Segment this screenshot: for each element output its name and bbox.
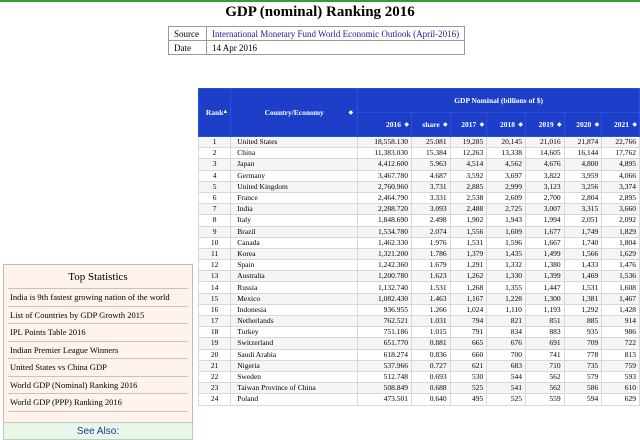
rank-cell: 5 bbox=[199, 181, 231, 192]
table-row bbox=[199, 282, 640, 293]
gdp-2016-cell: 512.748 bbox=[358, 371, 412, 382]
stats-link-gdp-ppp-2016[interactable]: World GDP (PPP) Ranking 2016 bbox=[8, 394, 188, 412]
gdp-2021-cell: 1,804 bbox=[602, 237, 640, 248]
share-cell: 0.693 bbox=[411, 371, 450, 382]
top-statistics-list bbox=[8, 288, 188, 412]
country-cell: Nigeria bbox=[231, 360, 358, 371]
share-cell: 3.731 bbox=[411, 181, 450, 192]
gdp-2019-cell: 1,399 bbox=[525, 271, 564, 282]
table-row bbox=[199, 293, 640, 304]
gdp-2018-cell: 1,596 bbox=[487, 237, 526, 248]
gdp-2016-cell: 936.955 bbox=[358, 304, 412, 315]
gdp-2016-cell: 1,462.330 bbox=[358, 237, 412, 248]
country-cell: Turkey bbox=[231, 327, 358, 338]
country-cell: Korea bbox=[231, 248, 358, 259]
gdp-2017-cell: 621 bbox=[450, 360, 487, 371]
table-row bbox=[199, 304, 640, 315]
gdp-2021-cell: 1,629 bbox=[602, 248, 640, 259]
gdp-2018-cell: 676 bbox=[487, 338, 526, 349]
gdp-2016-cell: 508.849 bbox=[358, 383, 412, 394]
meta-table bbox=[168, 26, 465, 55]
gdp-2019-cell: 1,193 bbox=[525, 304, 564, 315]
table-row bbox=[199, 159, 640, 170]
share-cell: 0.640 bbox=[411, 394, 450, 405]
gdp-2017-cell: 791 bbox=[450, 327, 487, 338]
share-cell: 1.623 bbox=[411, 271, 450, 282]
gdp-2020-cell: 1,749 bbox=[564, 226, 602, 237]
gdp-2020-cell: 1,566 bbox=[564, 248, 602, 259]
share-cell: 1.266 bbox=[411, 304, 450, 315]
rank-cell: 14 bbox=[199, 282, 231, 293]
gdp-2019-cell: 562 bbox=[525, 383, 564, 394]
sort-icon: ◆ bbox=[348, 110, 354, 116]
gdp-2018-cell: 3,697 bbox=[487, 170, 526, 181]
rank-cell: 23 bbox=[199, 383, 231, 394]
sort-icon: ◆ bbox=[443, 122, 448, 128]
gdp-2018-cell: 2,999 bbox=[487, 181, 526, 192]
gdp-2017-cell: 2,538 bbox=[450, 192, 487, 203]
gdp-2016-cell: 1,534.780 bbox=[358, 226, 412, 237]
gdp-2021-cell: 1,428 bbox=[602, 304, 640, 315]
country-cell: Russia bbox=[231, 282, 358, 293]
gdp-2017-cell: 4,514 bbox=[450, 159, 487, 170]
date-label: Date bbox=[169, 41, 207, 55]
gdp-2017-cell: 1,291 bbox=[450, 260, 487, 271]
gdp-2017-cell: 1,167 bbox=[450, 293, 487, 304]
gdp-2020-cell: 709 bbox=[564, 338, 602, 349]
gdp-2016-cell: 2,464.790 bbox=[358, 192, 412, 203]
top-statistics-panel bbox=[3, 264, 193, 440]
table-row bbox=[199, 248, 640, 259]
gdp-2017-cell: 2,488 bbox=[450, 204, 487, 215]
col-header-2016[interactable]: 2016 ◆ bbox=[358, 113, 412, 137]
stats-link-ipl-winners[interactable]: Indian Premier League Winners bbox=[8, 342, 188, 360]
gdp-2020-cell: 16,144 bbox=[564, 148, 602, 159]
sort-icon: ◆ bbox=[479, 122, 485, 128]
gdp-2019-cell: 1,994 bbox=[525, 215, 564, 226]
share-cell: 2.074 bbox=[411, 226, 450, 237]
table-row bbox=[199, 394, 640, 405]
table-row bbox=[199, 349, 640, 360]
date-value: 14 Apr 2016 bbox=[207, 41, 465, 55]
gdp-2019-cell: 1,499 bbox=[525, 248, 564, 259]
gdp-2020-cell: 2,051 bbox=[564, 215, 602, 226]
country-cell: Italy bbox=[231, 215, 358, 226]
gdp-2020-cell: 735 bbox=[564, 360, 602, 371]
table-row bbox=[199, 327, 640, 338]
gdp-2019-cell: 14,605 bbox=[525, 148, 564, 159]
gdp-2019-cell: 883 bbox=[525, 327, 564, 338]
country-cell: India bbox=[231, 204, 358, 215]
gdp-2016-cell: 4,412.600 bbox=[358, 159, 412, 170]
gdp-table-body bbox=[199, 137, 640, 406]
gdp-2020-cell: 885 bbox=[564, 316, 602, 327]
date-row bbox=[169, 41, 465, 55]
gdp-2019-cell: 691 bbox=[525, 338, 564, 349]
gdp-2018-cell: 2,609 bbox=[487, 192, 526, 203]
country-cell: China bbox=[231, 148, 358, 159]
gdp-2020-cell: 1,292 bbox=[564, 304, 602, 315]
gdp-2016-cell: 762.521 bbox=[358, 316, 412, 327]
country-cell: United States bbox=[231, 137, 358, 148]
gdp-2020-cell: 3,315 bbox=[564, 204, 602, 215]
gdp-2018-cell: 683 bbox=[487, 360, 526, 371]
gdp-2017-cell: 530 bbox=[450, 371, 487, 382]
rank-cell: 18 bbox=[199, 327, 231, 338]
gdp-2021-cell: 722 bbox=[602, 338, 640, 349]
source-link[interactable]: International Monetary Fund World Economic Outlook (April-2016) bbox=[212, 28, 460, 39]
country-header[interactable]: Country/Economy ◆ bbox=[231, 89, 358, 137]
col-header-2019[interactable]: 2019 ◆ bbox=[525, 113, 564, 137]
gdp-2019-cell: 1,300 bbox=[525, 293, 564, 304]
share-cell: 1.015 bbox=[411, 327, 450, 338]
gdp-2021-cell: 2,092 bbox=[602, 215, 640, 226]
rank-cell: 15 bbox=[199, 293, 231, 304]
country-cell: Taiwan Province of China bbox=[231, 383, 358, 394]
gdp-2017-cell: 495 bbox=[450, 394, 487, 405]
gdp-2018-cell: 4,562 bbox=[487, 159, 526, 170]
col-header-2017[interactable]: 2017 ◆ bbox=[450, 113, 487, 137]
share-cell: 0.727 bbox=[411, 360, 450, 371]
rank-cell: 4 bbox=[199, 170, 231, 181]
gdp-2020-cell: 1,469 bbox=[564, 271, 602, 282]
share-cell: 3.093 bbox=[411, 204, 450, 215]
gdp-2020-cell: 4,800 bbox=[564, 159, 602, 170]
gdp-2020-cell: 586 bbox=[564, 383, 602, 394]
gdp-2020-cell: 1,433 bbox=[564, 260, 602, 271]
share-cell: 1.463 bbox=[411, 293, 450, 304]
gdp-2016-cell: 18,558.130 bbox=[358, 137, 412, 148]
gdp-2018-cell: 541 bbox=[487, 383, 526, 394]
gdp-2017-cell: 1,024 bbox=[450, 304, 487, 315]
gdp-2016-cell: 11,383.030 bbox=[358, 148, 412, 159]
table-row bbox=[199, 360, 640, 371]
gdp-2019-cell: 1,447 bbox=[525, 282, 564, 293]
gdp-2019-cell: 710 bbox=[525, 360, 564, 371]
gdp-2021-cell: 1,476 bbox=[602, 260, 640, 271]
country-cell: Spain bbox=[231, 260, 358, 271]
gdp-2018-cell: 1,435 bbox=[487, 248, 526, 259]
rank-cell: 20 bbox=[199, 349, 231, 360]
gdp-2018-cell: 1,110 bbox=[487, 304, 526, 315]
gdp-2019-cell: 21,016 bbox=[525, 137, 564, 148]
sort-icon: ◆ bbox=[518, 122, 523, 128]
share-cell: 0.881 bbox=[411, 338, 450, 349]
gdp-2020-cell: 935 bbox=[564, 327, 602, 338]
rank-cell: 8 bbox=[199, 215, 231, 226]
gdp-2017-cell: 1,902 bbox=[450, 215, 487, 226]
stats-link-gdp-nominal-2016[interactable]: World GDP (Nominal) Ranking 2016 bbox=[8, 377, 188, 395]
country-cell: Indonesia bbox=[231, 304, 358, 315]
gdp-2020-cell: 3,959 bbox=[564, 170, 602, 181]
stats-link-us-vs-china[interactable]: United States vs China GDP bbox=[8, 359, 188, 377]
gdp-2021-cell: 759 bbox=[602, 360, 640, 371]
rank-cell: 7 bbox=[199, 204, 231, 215]
rank-cell: 1 bbox=[199, 137, 231, 148]
country-cell: Canada bbox=[231, 237, 358, 248]
table-row bbox=[199, 215, 640, 226]
table-row bbox=[199, 181, 640, 192]
gdp-2018-cell: 1,943 bbox=[487, 215, 526, 226]
gdp-2019-cell: 562 bbox=[525, 371, 564, 382]
gdp-2021-cell: 986 bbox=[602, 327, 640, 338]
gdp-2019-cell: 2,700 bbox=[525, 192, 564, 203]
gdp-2017-cell: 1,531 bbox=[450, 237, 487, 248]
sort-asc-icon: ▲ bbox=[222, 109, 229, 115]
gdp-2020-cell: 21,874 bbox=[564, 137, 602, 148]
share-cell: 15.384 bbox=[411, 148, 450, 159]
table-row bbox=[199, 170, 640, 181]
see-also-panel bbox=[3, 422, 193, 440]
gdp-2021-cell: 813 bbox=[602, 349, 640, 360]
gdp-2021-cell: 1,829 bbox=[602, 226, 640, 237]
rank-cell: 13 bbox=[199, 271, 231, 282]
gdp-2018-cell: 13,338 bbox=[487, 148, 526, 159]
table-row bbox=[199, 260, 640, 271]
gdp-2018-cell: 525 bbox=[487, 394, 526, 405]
share-cell: 2.498 bbox=[411, 215, 450, 226]
gdp-2017-cell: 19,285 bbox=[450, 137, 487, 148]
table-row bbox=[199, 192, 640, 203]
table-row bbox=[199, 383, 640, 394]
source-label: Source bbox=[169, 27, 207, 41]
gdp-2016-cell: 473.501 bbox=[358, 394, 412, 405]
gdp-2019-cell: 741 bbox=[525, 349, 564, 360]
gdp-2021-cell: 1,608 bbox=[602, 282, 640, 293]
country-cell: Mexico bbox=[231, 293, 358, 304]
table-row bbox=[199, 226, 640, 237]
gdp-2019-cell: 1,380 bbox=[525, 260, 564, 271]
gdp-2021-cell: 1,536 bbox=[602, 271, 640, 282]
stats-link-india-growth[interactable]: India is 9th fastest growing nation of the world bbox=[8, 288, 188, 307]
gdp-2016-cell: 2,288.720 bbox=[358, 204, 412, 215]
gdp-2018-cell: 1,228 bbox=[487, 293, 526, 304]
gdp-2021-cell: 4,895 bbox=[602, 159, 640, 170]
gdp-2018-cell: 1,609 bbox=[487, 226, 526, 237]
gdp-2016-cell: 1,132.740 bbox=[358, 282, 412, 293]
gdp-2017-cell: 1,379 bbox=[450, 248, 487, 259]
table-row bbox=[199, 271, 640, 282]
gdp-2019-cell: 3,007 bbox=[525, 204, 564, 215]
share-cell: 1.976 bbox=[411, 237, 450, 248]
gdp-2021-cell: 4,066 bbox=[602, 170, 640, 181]
gdp-2021-cell: 3,374 bbox=[602, 181, 640, 192]
gdp-2021-cell: 3,660 bbox=[602, 204, 640, 215]
source-cell bbox=[207, 27, 465, 41]
share-cell: 1.679 bbox=[411, 260, 450, 271]
table-row bbox=[199, 338, 640, 349]
gdp-2021-cell: 2,895 bbox=[602, 192, 640, 203]
rank-cell: 12 bbox=[199, 260, 231, 271]
gdp-2016-cell: 1,321.200 bbox=[358, 248, 412, 259]
gdp-2018-cell: 1,330 bbox=[487, 271, 526, 282]
page-title: GDP (nominal) Ranking 2016 bbox=[225, 4, 415, 20]
country-cell: Japan bbox=[231, 159, 358, 170]
gdp-2018-cell: 1,332 bbox=[487, 260, 526, 271]
gdp-2017-cell: 12,263 bbox=[450, 148, 487, 159]
country-cell: Sweden bbox=[231, 371, 358, 382]
gdp-2017-cell: 665 bbox=[450, 338, 487, 349]
table-row bbox=[199, 316, 640, 327]
rank-cell: 2 bbox=[199, 148, 231, 159]
rank-cell: 24 bbox=[199, 394, 231, 405]
gdp-2020-cell: 1,381 bbox=[564, 293, 602, 304]
gdp-2021-cell: 1,467 bbox=[602, 293, 640, 304]
gdp-2016-cell: 1,082.430 bbox=[358, 293, 412, 304]
gdp-2019-cell: 559 bbox=[525, 394, 564, 405]
rank-cell: 21 bbox=[199, 360, 231, 371]
rank-header[interactable]: Rank ▲ bbox=[199, 89, 231, 137]
country-cell: Netherlands bbox=[231, 316, 358, 327]
country-cell: United Kingdom bbox=[231, 181, 358, 192]
country-cell: Saudi Arabia bbox=[231, 349, 358, 360]
share-cell: 5.963 bbox=[411, 159, 450, 170]
stats-link-ipl-points[interactable]: IPL Points Table 2016 bbox=[8, 324, 188, 342]
top-statistics-title: Top Statistics bbox=[68, 271, 128, 283]
gdp-2019-cell: 1,677 bbox=[525, 226, 564, 237]
rank-cell: 22 bbox=[199, 371, 231, 382]
gdp-2016-cell: 1,200.780 bbox=[358, 271, 412, 282]
share-cell: 4.687 bbox=[411, 170, 450, 181]
gdp-2019-cell: 4,676 bbox=[525, 159, 564, 170]
sort-icon: ◆ bbox=[404, 122, 409, 128]
gdp-2016-cell: 1,848.690 bbox=[358, 215, 412, 226]
share-cell: 25.081 bbox=[411, 137, 450, 148]
table-row bbox=[199, 204, 640, 215]
rank-cell: 19 bbox=[199, 338, 231, 349]
gdp-2021-cell: 914 bbox=[602, 316, 640, 327]
gdp-2016-cell: 618.274 bbox=[358, 349, 412, 360]
sort-icon: ◆ bbox=[557, 122, 562, 128]
gdp-2016-cell: 751.186 bbox=[358, 327, 412, 338]
gdp-2019-cell: 1,667 bbox=[525, 237, 564, 248]
gdp-2020-cell: 594 bbox=[564, 394, 602, 405]
gdp-2017-cell: 2,885 bbox=[450, 181, 487, 192]
gdp-2020-cell: 1,531 bbox=[564, 282, 602, 293]
gdp-2021-cell: 22,766 bbox=[602, 137, 640, 148]
sort-icon: ◆ bbox=[632, 122, 637, 128]
col-header-share[interactable]: share ◆ bbox=[411, 113, 450, 137]
country-cell: France bbox=[231, 192, 358, 203]
country-cell: Australia bbox=[231, 271, 358, 282]
gdp-2018-cell: 544 bbox=[487, 371, 526, 382]
gdp-2020-cell: 3,256 bbox=[564, 181, 602, 192]
gdp-2021-cell: 593 bbox=[602, 371, 640, 382]
share-cell: 0.688 bbox=[411, 383, 450, 394]
gdp-2017-cell: 1,268 bbox=[450, 282, 487, 293]
gdp-2016-cell: 537.966 bbox=[358, 360, 412, 371]
gdp-2021-cell: 629 bbox=[602, 394, 640, 405]
gdp-2016-cell: 3,467.780 bbox=[358, 170, 412, 181]
rank-cell: 10 bbox=[199, 237, 231, 248]
gdp-2021-cell: 17,762 bbox=[602, 148, 640, 159]
gdp-2018-cell: 700 bbox=[487, 349, 526, 360]
gdp-2016-cell: 2,760.960 bbox=[358, 181, 412, 192]
share-cell: 0.836 bbox=[411, 349, 450, 360]
gdp-2017-cell: 794 bbox=[450, 316, 487, 327]
col-header-2018[interactable]: 2018 ◆ bbox=[487, 113, 526, 137]
gdp-2018-cell: 2,725 bbox=[487, 204, 526, 215]
gdp-2017-cell: 525 bbox=[450, 383, 487, 394]
col-header-2021[interactable]: 2021 ◆ bbox=[602, 113, 640, 137]
col-header-2020[interactable]: 2020 ◆ bbox=[564, 113, 602, 137]
gdp-2019-cell: 3,822 bbox=[525, 170, 564, 181]
rank-cell: 3 bbox=[199, 159, 231, 170]
gdp-2018-cell: 20,145 bbox=[487, 137, 526, 148]
gdp-2020-cell: 778 bbox=[564, 349, 602, 360]
share-cell: 1.786 bbox=[411, 248, 450, 259]
gdp-2016-cell: 651.770 bbox=[358, 338, 412, 349]
table-row bbox=[199, 237, 640, 248]
gdp-2019-cell: 3,123 bbox=[525, 181, 564, 192]
gdp-group-header: GDP Nominal (billions of $) bbox=[358, 89, 640, 113]
table-row bbox=[199, 148, 640, 159]
share-cell: 1.531 bbox=[411, 282, 450, 293]
gdp-2017-cell: 1,262 bbox=[450, 271, 487, 282]
rank-cell: 9 bbox=[199, 226, 231, 237]
stats-link-gdp-growth-2015[interactable]: List of Countries by GDP Growth 2015 bbox=[8, 307, 188, 325]
table-row bbox=[199, 371, 640, 382]
share-cell: 3.331 bbox=[411, 192, 450, 203]
rank-cell: 17 bbox=[199, 316, 231, 327]
gdp-2017-cell: 3,592 bbox=[450, 170, 487, 181]
gdp-2018-cell: 834 bbox=[487, 327, 526, 338]
source-row bbox=[169, 27, 465, 41]
rank-cell: 6 bbox=[199, 192, 231, 203]
rank-cell: 16 bbox=[199, 304, 231, 315]
gdp-table bbox=[198, 88, 640, 406]
country-cell: Germany bbox=[231, 170, 358, 181]
gdp-2018-cell: 1,355 bbox=[487, 282, 526, 293]
gdp-2020-cell: 1,740 bbox=[564, 237, 602, 248]
gdp-2020-cell: 579 bbox=[564, 371, 602, 382]
gdp-2017-cell: 1,556 bbox=[450, 226, 487, 237]
rank-cell: 11 bbox=[199, 248, 231, 259]
gdp-2017-cell: 660 bbox=[450, 349, 487, 360]
share-cell: 1.031 bbox=[411, 316, 450, 327]
country-cell: Switzerland bbox=[231, 338, 358, 349]
gdp-2020-cell: 2,804 bbox=[564, 192, 602, 203]
sort-icon: ◆ bbox=[594, 122, 600, 128]
country-cell: Brazil bbox=[231, 226, 358, 237]
gdp-2016-cell: 1,242.360 bbox=[358, 260, 412, 271]
gdp-2019-cell: 851 bbox=[525, 316, 564, 327]
gdp-2018-cell: 821 bbox=[487, 316, 526, 327]
see-also-title: See Also: bbox=[76, 426, 120, 437]
country-cell: Poland bbox=[231, 394, 358, 405]
gdp-2021-cell: 610 bbox=[602, 383, 640, 394]
table-row bbox=[199, 137, 640, 148]
